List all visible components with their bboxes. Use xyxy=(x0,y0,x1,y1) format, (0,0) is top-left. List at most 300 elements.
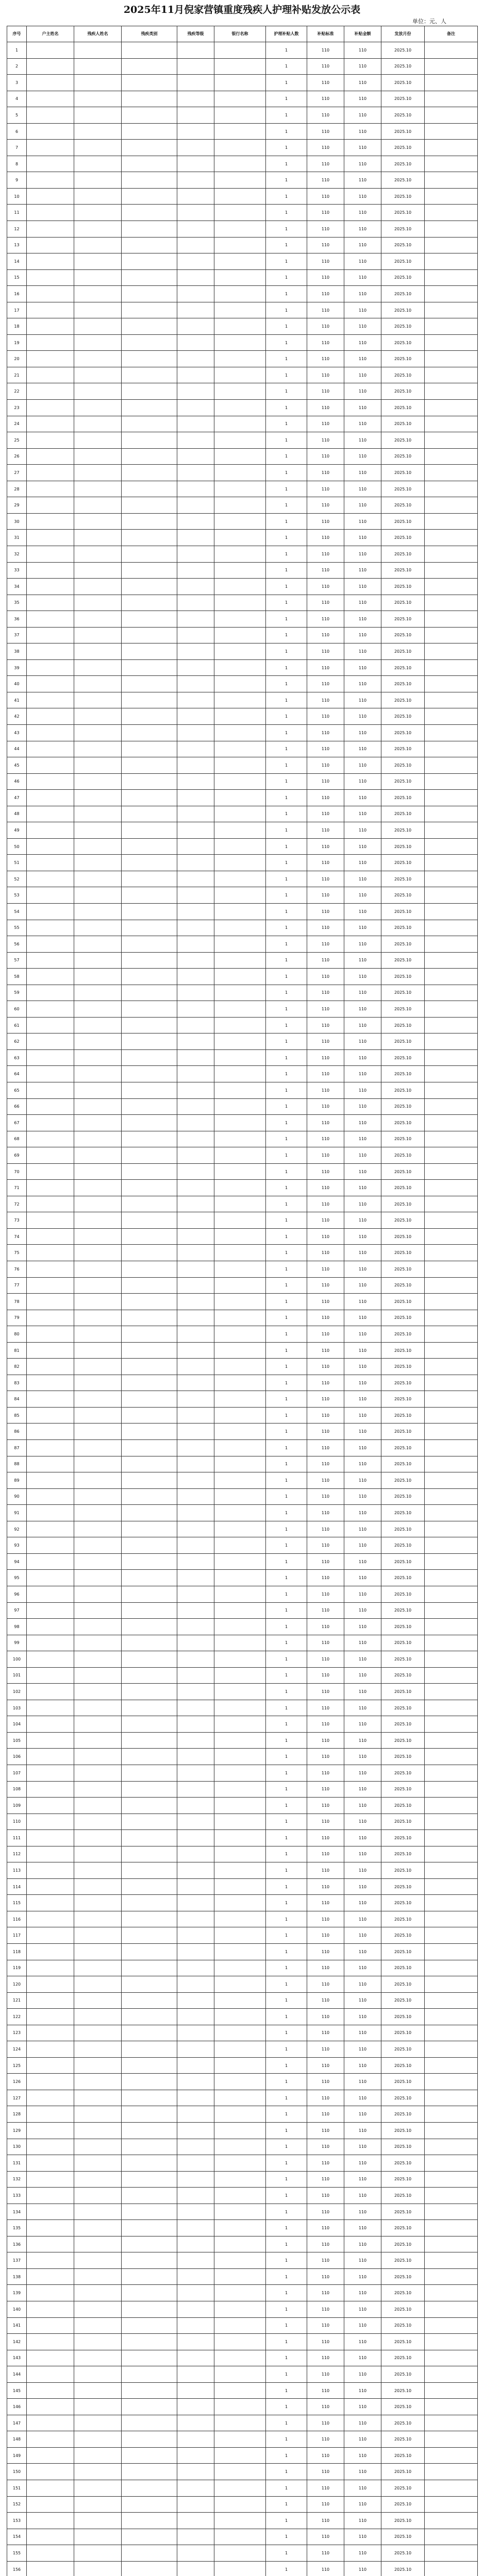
table-cell: 1 xyxy=(266,2204,307,2220)
table-cell xyxy=(122,2155,177,2172)
table-cell xyxy=(122,1294,177,1310)
table-cell: 154 xyxy=(7,2529,27,2545)
table-cell xyxy=(122,2025,177,2041)
table-cell xyxy=(177,2301,214,2318)
table-row xyxy=(7,1245,478,1261)
table-row xyxy=(7,1456,478,1472)
table-cell xyxy=(27,351,74,367)
table-cell: 110 xyxy=(307,2480,344,2497)
table-cell xyxy=(214,1846,266,1862)
table-cell: 110 xyxy=(307,1342,344,1359)
table-cell: 2025.10 xyxy=(381,1277,425,1294)
table-cell: 110 xyxy=(307,2350,344,2366)
table-cell: 110 xyxy=(344,627,381,643)
table-cell xyxy=(122,1684,177,1700)
table-cell xyxy=(27,1927,74,1944)
table-cell: 110 xyxy=(307,1310,344,1326)
table-cell: 39 xyxy=(7,659,27,676)
table-row xyxy=(7,1359,478,1375)
table-cell xyxy=(177,2382,214,2399)
table-cell: 2025.10 xyxy=(381,383,425,400)
table-row xyxy=(7,903,478,920)
table-cell xyxy=(425,2252,478,2269)
table-cell: 1 xyxy=(266,773,307,790)
table-row xyxy=(7,334,478,351)
table-cell: 104 xyxy=(7,1716,27,1733)
table-cell xyxy=(74,692,122,708)
table-cell: 2025.10 xyxy=(381,1619,425,1635)
table-cell: 110 xyxy=(307,2415,344,2431)
table-cell xyxy=(425,1619,478,1635)
table-cell xyxy=(74,1147,122,1164)
table-cell: 2025.10 xyxy=(381,400,425,416)
table-cell: 1 xyxy=(266,2415,307,2431)
table-cell: 41 xyxy=(7,692,27,708)
table-row xyxy=(7,2431,478,2448)
table-cell: 152 xyxy=(7,2496,27,2513)
table-cell: 96 xyxy=(7,1586,27,1602)
table-cell xyxy=(425,985,478,1001)
table-row xyxy=(7,123,478,140)
table-cell: 110 xyxy=(344,383,381,400)
table-cell xyxy=(74,708,122,725)
table-cell xyxy=(425,400,478,416)
table-cell xyxy=(27,546,74,562)
table-cell xyxy=(177,91,214,107)
table-cell: 2025.10 xyxy=(381,985,425,1001)
table-cell: 110 xyxy=(344,1488,381,1505)
table-cell xyxy=(214,871,266,887)
table-cell xyxy=(177,1115,214,1131)
table-cell xyxy=(122,1635,177,1651)
table-cell xyxy=(425,205,478,221)
table-cell: 110 xyxy=(344,1667,381,1684)
table-cell xyxy=(74,1423,122,1440)
table-cell: 110 xyxy=(307,1131,344,1147)
table-cell: 48 xyxy=(7,806,27,822)
table-cell xyxy=(214,2447,266,2464)
table-cell xyxy=(74,627,122,643)
table-cell xyxy=(177,1391,214,1408)
table-cell xyxy=(177,595,214,611)
table-cell: 118 xyxy=(7,1943,27,1960)
table-cell xyxy=(425,2382,478,2399)
table-cell xyxy=(425,1488,478,1505)
table-cell xyxy=(27,806,74,822)
table-row xyxy=(7,1895,478,1911)
table-cell: 1 xyxy=(266,302,307,318)
table-cell xyxy=(177,1814,214,1830)
table-cell: 1 xyxy=(266,1245,307,1261)
table-cell: 110 xyxy=(344,1342,381,1359)
table-cell: 110 xyxy=(344,2350,381,2366)
table-cell xyxy=(27,724,74,741)
table-cell xyxy=(214,205,266,221)
table-cell xyxy=(214,172,266,189)
table-row xyxy=(7,1830,478,1846)
table-cell xyxy=(27,2252,74,2269)
table-cell xyxy=(122,1765,177,1781)
table-cell: 2025.10 xyxy=(381,724,425,741)
table-cell xyxy=(27,611,74,628)
table-cell xyxy=(74,2431,122,2448)
table-cell: 1 xyxy=(266,822,307,839)
table-cell xyxy=(425,724,478,741)
table-cell: 110 xyxy=(307,855,344,871)
table-cell: 19 xyxy=(7,334,27,351)
table-cell: 102 xyxy=(7,1684,27,1700)
table-cell: 110 xyxy=(344,1310,381,1326)
table-cell: 1 xyxy=(266,1992,307,2009)
table-cell: 61 xyxy=(7,1017,27,1033)
table-cell: 110 xyxy=(307,383,344,400)
table-cell xyxy=(177,2188,214,2204)
table-cell: 110 xyxy=(344,1619,381,1635)
table-cell: 110 xyxy=(344,1212,381,1229)
table-cell xyxy=(122,513,177,530)
table-cell xyxy=(122,2350,177,2366)
table-cell: 110 xyxy=(307,611,344,628)
table-cell xyxy=(177,237,214,253)
table-row xyxy=(7,351,478,367)
table-cell: 110 xyxy=(307,1033,344,1050)
table-cell xyxy=(122,448,177,465)
table-cell xyxy=(425,530,478,546)
table-cell xyxy=(122,1423,177,1440)
table-cell xyxy=(214,1521,266,1537)
table-cell xyxy=(122,1927,177,1944)
table-cell xyxy=(74,140,122,156)
table-cell xyxy=(214,2480,266,2497)
table-cell xyxy=(122,2009,177,2025)
table-cell xyxy=(425,448,478,465)
table-cell xyxy=(177,1342,214,1359)
table-cell xyxy=(74,513,122,530)
table-cell xyxy=(177,58,214,75)
table-cell: 2025.10 xyxy=(381,871,425,887)
table-cell xyxy=(214,1407,266,1423)
table-cell: 110 xyxy=(344,1066,381,1082)
table-cell: 1 xyxy=(266,790,307,806)
table-cell xyxy=(74,1586,122,1602)
table-cell xyxy=(177,871,214,887)
table-cell xyxy=(214,2350,266,2366)
table-cell xyxy=(74,985,122,1001)
table-cell: 110 xyxy=(307,1423,344,1440)
table-cell xyxy=(74,2106,122,2123)
table-cell xyxy=(122,367,177,383)
table-cell: 110 xyxy=(307,1553,344,1570)
table-cell xyxy=(27,1261,74,1278)
table-cell xyxy=(425,2480,478,2497)
table-cell xyxy=(27,2204,74,2220)
table-cell: 110 xyxy=(344,58,381,75)
col-header-household: 户主姓名 xyxy=(27,26,74,42)
table-cell xyxy=(27,2268,74,2285)
col-header-person: 残疾人姓名 xyxy=(74,26,122,42)
table-cell xyxy=(177,757,214,774)
table-cell xyxy=(177,1521,214,1537)
table-cell: 110 xyxy=(344,465,381,481)
table-cell: 7 xyxy=(7,140,27,156)
table-cell: 110 xyxy=(344,2382,381,2399)
table-cell xyxy=(27,383,74,400)
table-cell: 110 xyxy=(344,2139,381,2155)
table-cell xyxy=(27,1456,74,1472)
table-cell: 110 xyxy=(344,1033,381,1050)
table-cell xyxy=(74,2496,122,2513)
table-cell xyxy=(177,1294,214,1310)
table-cell: 2025.10 xyxy=(381,318,425,335)
table-cell xyxy=(177,2513,214,2529)
table-cell xyxy=(122,1472,177,1489)
table-cell: 120 xyxy=(7,1976,27,1993)
table-cell: 110 xyxy=(344,2123,381,2139)
table-cell xyxy=(425,351,478,367)
unit-note: 单位：元、人 xyxy=(412,18,446,25)
table-cell: 110 xyxy=(344,757,381,774)
table-cell xyxy=(27,1440,74,1456)
table-cell: 1 xyxy=(266,2171,307,2188)
table-cell xyxy=(74,2041,122,2058)
table-cell xyxy=(177,1407,214,1423)
table-cell xyxy=(27,1033,74,1050)
table-cell xyxy=(27,1943,74,1960)
table-cell: 1 xyxy=(266,318,307,335)
table-row xyxy=(7,253,478,270)
table-cell: 132 xyxy=(7,2171,27,2188)
table-cell: 2025.10 xyxy=(381,1391,425,1408)
table-cell xyxy=(425,2350,478,2366)
table-cell: 2025.10 xyxy=(381,1830,425,1846)
table-cell xyxy=(74,1261,122,1278)
table-row xyxy=(7,156,478,172)
table-cell: 110 xyxy=(307,1992,344,2009)
table-cell: 99 xyxy=(7,1635,27,1651)
table-cell xyxy=(177,400,214,416)
table-cell xyxy=(27,253,74,270)
table-cell: 110 xyxy=(344,1781,381,1798)
table-cell xyxy=(74,1635,122,1651)
table-cell xyxy=(177,773,214,790)
table-cell xyxy=(214,2204,266,2220)
table-row xyxy=(7,1001,478,1018)
table-cell xyxy=(74,1846,122,1862)
table-row xyxy=(7,2301,478,2318)
table-cell: 110 xyxy=(307,2025,344,2041)
table-cell: 36 xyxy=(7,611,27,628)
table-cell: 126 xyxy=(7,2074,27,2090)
table-cell xyxy=(122,1667,177,1684)
table-cell: 2025.10 xyxy=(381,497,425,514)
table-cell xyxy=(214,952,266,969)
table-cell: 1 xyxy=(266,530,307,546)
table-cell xyxy=(177,497,214,514)
table-cell xyxy=(122,2074,177,2090)
table-cell: 2025.10 xyxy=(381,286,425,302)
table-cell: 1 xyxy=(266,1407,307,1423)
table-cell: 1 xyxy=(266,1667,307,1684)
table-cell xyxy=(27,1700,74,1716)
table-cell xyxy=(425,920,478,936)
table-cell xyxy=(425,2317,478,2334)
table-cell: 2025.10 xyxy=(381,643,425,660)
table-cell: 110 xyxy=(344,676,381,692)
table-cell: 1 xyxy=(266,2025,307,2041)
table-cell xyxy=(425,627,478,643)
table-cell: 1 xyxy=(266,579,307,595)
table-cell: 122 xyxy=(7,2009,27,2025)
table-cell xyxy=(425,2285,478,2301)
table-cell xyxy=(27,790,74,806)
table-cell xyxy=(27,2350,74,2366)
table-cell xyxy=(214,985,266,1001)
table-cell: 2025.10 xyxy=(381,2529,425,2545)
table-row xyxy=(7,2074,478,2090)
table-cell xyxy=(177,1456,214,1472)
table-cell: 110 xyxy=(344,741,381,757)
table-cell xyxy=(425,2268,478,2285)
table-cell xyxy=(425,1391,478,1408)
table-cell xyxy=(27,562,74,579)
table-cell xyxy=(27,579,74,595)
table-cell: 110 xyxy=(344,1927,381,1944)
table-cell: 110 xyxy=(307,1196,344,1212)
table-cell xyxy=(177,1732,214,1749)
table-cell xyxy=(214,2545,266,2562)
table-cell xyxy=(27,1635,74,1651)
table-cell: 1 xyxy=(266,2447,307,2464)
table-cell xyxy=(122,2252,177,2269)
table-cell: 155 xyxy=(7,2545,27,2562)
table-cell: 8 xyxy=(7,156,27,172)
table-cell xyxy=(74,334,122,351)
table-cell xyxy=(177,2480,214,2497)
table-cell xyxy=(214,237,266,253)
table-cell xyxy=(74,1602,122,1619)
table-cell: 110 xyxy=(307,302,344,318)
table-cell: 110 xyxy=(344,1505,381,1521)
table-cell: 110 xyxy=(344,205,381,221)
table-row xyxy=(7,546,478,562)
table-cell xyxy=(214,1765,266,1781)
table-cell: 110 xyxy=(307,920,344,936)
table-cell: 1 xyxy=(266,2334,307,2350)
table-cell xyxy=(122,1716,177,1733)
table-row xyxy=(7,595,478,611)
table-cell xyxy=(425,822,478,839)
table-cell: 1 xyxy=(266,920,307,936)
table-cell: 1 xyxy=(266,2090,307,2106)
table-cell: 110 xyxy=(307,985,344,1001)
table-cell: 110 xyxy=(344,318,381,335)
table-cell: 2025.10 xyxy=(381,611,425,628)
table-cell xyxy=(27,1846,74,1862)
table-cell: 2025.10 xyxy=(381,2025,425,2041)
table-cell: 115 xyxy=(7,1895,27,1911)
table-cell xyxy=(27,91,74,107)
table-cell: 110 xyxy=(344,724,381,741)
table-cell: 110 xyxy=(344,692,381,708)
table-cell: 110 xyxy=(344,1846,381,1862)
table-cell: 110 xyxy=(307,2382,344,2399)
table-cell: 1 xyxy=(266,708,307,725)
table-cell xyxy=(177,2561,214,2576)
table-cell: 2025.10 xyxy=(381,75,425,91)
table-cell: 1 xyxy=(266,546,307,562)
table-cell: 1 xyxy=(266,2188,307,2204)
table-cell: 62 xyxy=(7,1033,27,1050)
table-cell xyxy=(74,1976,122,1993)
table-row xyxy=(7,2285,478,2301)
table-cell: 1 xyxy=(266,2496,307,2513)
table-cell: 110 xyxy=(344,1765,381,1781)
table-cell xyxy=(177,481,214,497)
table-cell: 110 xyxy=(344,1521,381,1537)
table-cell: 110 xyxy=(307,2236,344,2252)
table-cell: 2025.10 xyxy=(381,1407,425,1423)
table-cell xyxy=(27,903,74,920)
table-cell: 2025.10 xyxy=(381,1700,425,1716)
table-cell: 1 xyxy=(266,1017,307,1033)
table-cell xyxy=(177,1749,214,1765)
table-cell xyxy=(425,903,478,920)
table-cell xyxy=(122,318,177,335)
table-cell xyxy=(74,757,122,774)
table-cell xyxy=(27,1326,74,1343)
table-cell xyxy=(425,1440,478,1456)
table-cell xyxy=(74,2220,122,2236)
table-row xyxy=(7,1943,478,1960)
table-cell: 110 xyxy=(344,1586,381,1602)
table-cell: 110 xyxy=(344,2252,381,2269)
table-cell: 110 xyxy=(307,773,344,790)
table-cell xyxy=(122,2139,177,2155)
table-cell: 1 xyxy=(266,1960,307,1976)
table-cell xyxy=(27,2399,74,2415)
table-cell: 23 xyxy=(7,400,27,416)
table-cell: 52 xyxy=(7,871,27,887)
table-cell xyxy=(214,562,266,579)
table-cell: 110 xyxy=(307,1017,344,1033)
table-cell xyxy=(177,2236,214,2252)
table-cell xyxy=(74,1407,122,1423)
table-cell: 1 xyxy=(266,1684,307,1700)
table-cell xyxy=(177,887,214,904)
table-cell xyxy=(214,1245,266,1261)
table-cell xyxy=(122,465,177,481)
table-cell: 1 xyxy=(266,188,307,205)
table-row xyxy=(7,1342,478,1359)
table-cell xyxy=(74,887,122,904)
table-cell: 1 xyxy=(266,2545,307,2562)
table-cell: 110 xyxy=(344,1684,381,1700)
table-cell xyxy=(214,1781,266,1798)
table-cell xyxy=(214,1472,266,1489)
table-row xyxy=(7,1586,478,1602)
table-row xyxy=(7,659,478,676)
table-cell xyxy=(177,286,214,302)
table-cell xyxy=(27,497,74,514)
table-cell: 110 xyxy=(344,1163,381,1180)
table-cell: 2025.10 xyxy=(381,2236,425,2252)
table-cell xyxy=(74,481,122,497)
table-cell: 2025.10 xyxy=(381,1814,425,1830)
table-cell xyxy=(177,1798,214,1814)
table-cell: 110 xyxy=(344,416,381,432)
table-cell: 110 xyxy=(307,1407,344,1423)
table-cell xyxy=(425,1163,478,1180)
